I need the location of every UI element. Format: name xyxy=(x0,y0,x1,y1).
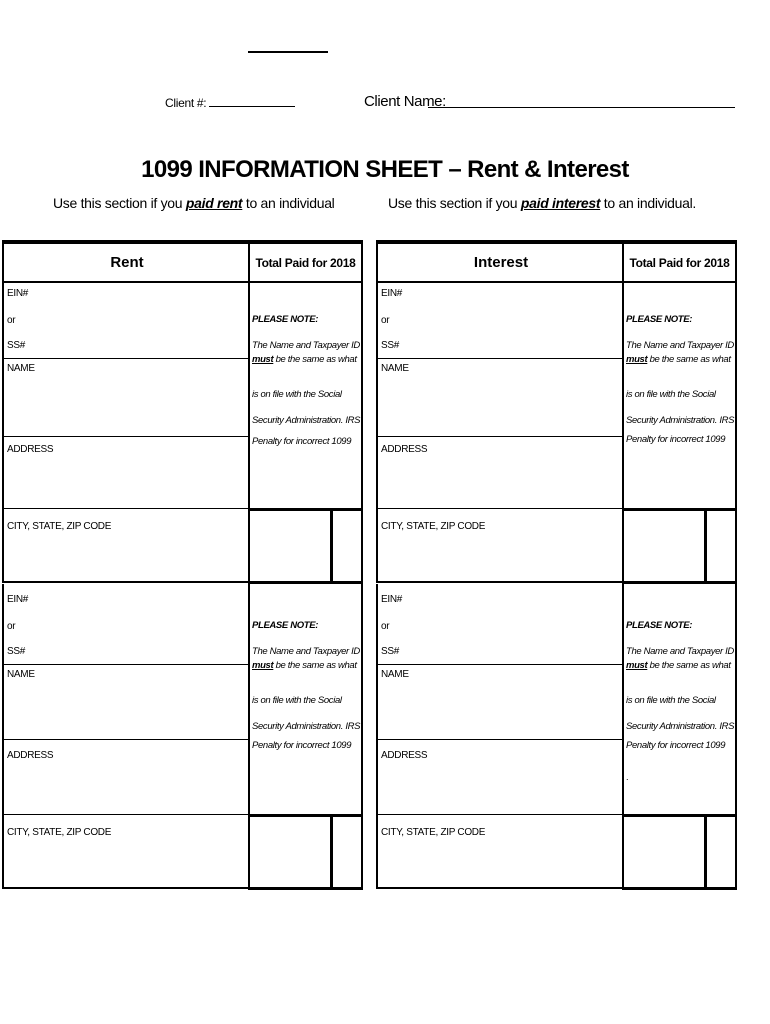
city-divider xyxy=(378,508,624,509)
total-cents-divider xyxy=(330,508,333,581)
note-line-4: Security Administration. IRS xyxy=(252,721,361,732)
note-line-5: Penalty for incorrect 1099 xyxy=(252,740,352,751)
interest-entry-1-total[interactable] xyxy=(622,278,737,584)
name-divider xyxy=(378,664,624,665)
rent-entry-2 xyxy=(2,584,363,887)
please-note-heading: PLEASE NOTE: xyxy=(626,620,693,631)
rent-entry-1-total[interactable] xyxy=(248,278,363,584)
rent-column-header: Rent xyxy=(2,244,250,281)
interest-header-row xyxy=(376,240,737,283)
ss-label: SS# xyxy=(7,340,26,351)
city-divider xyxy=(4,814,250,815)
city-state-zip-label: CITY, STATE, ZIP CODE xyxy=(7,521,112,532)
please-note-heading: PLEASE NOTE: xyxy=(252,620,319,631)
client-name-blank[interactable] xyxy=(428,107,735,108)
note-line-2: must be the same as what xyxy=(626,660,731,671)
note-line-2: must be the same as what xyxy=(626,354,731,365)
city-state-zip-label: CITY, STATE, ZIP CODE xyxy=(381,827,486,838)
total-cents-divider xyxy=(330,814,333,887)
note-line-1: The Name and Taxpayer ID xyxy=(252,646,360,657)
city-divider xyxy=(378,814,624,815)
client-number-label: Client #: xyxy=(165,96,207,110)
note-line-3: is on file with the Social xyxy=(252,695,342,706)
rent-instruction: Use this section if you paid rent to an individual xyxy=(53,195,335,211)
rent-total-header: Total Paid for 2018 xyxy=(248,244,363,281)
note-line-3: is on file with the Social xyxy=(626,695,716,706)
note-line-1: The Name and Taxpayer ID xyxy=(252,340,360,351)
total-divider xyxy=(250,814,361,817)
interest-total-header: Total Paid for 2018 xyxy=(622,244,737,281)
address-divider xyxy=(4,739,250,740)
interest-entry-1-payee[interactable] xyxy=(376,278,624,583)
name-divider xyxy=(4,358,250,359)
note-line-4: Security Administration. IRS xyxy=(626,721,735,732)
ein-label: EIN# xyxy=(381,288,403,299)
address-divider xyxy=(4,436,250,437)
ss-label: SS# xyxy=(381,646,400,657)
or-label: or xyxy=(7,315,16,326)
address-label: ADDRESS xyxy=(381,750,428,761)
note-line-1: The Name and Taxpayer ID xyxy=(626,646,734,657)
stray-dot: . xyxy=(626,772,629,782)
ein-label: EIN# xyxy=(7,288,29,299)
city-divider xyxy=(4,508,250,509)
or-label: or xyxy=(381,621,390,632)
name-divider xyxy=(378,358,624,359)
rent-entry-2-payee[interactable] xyxy=(2,584,250,889)
interest-panel xyxy=(376,240,737,892)
address-label: ADDRESS xyxy=(381,444,428,455)
note-line-5: Penalty for incorrect 1099 xyxy=(626,740,726,751)
note-line-4: Security Administration. IRS xyxy=(252,415,361,426)
address-divider xyxy=(378,739,624,740)
total-divider xyxy=(624,508,735,511)
top-rule xyxy=(248,51,328,53)
name-divider xyxy=(4,664,250,665)
city-state-zip-label: CITY, STATE, ZIP CODE xyxy=(381,521,486,532)
note-line-3: is on file with the Social xyxy=(252,389,342,400)
name-label: NAME xyxy=(7,669,35,680)
rent-header-row xyxy=(2,240,363,283)
page-title: 1099 INFORMATION SHEET – Rent & Interest xyxy=(141,156,629,183)
name-label: NAME xyxy=(381,669,409,680)
interest-column-header: Interest xyxy=(376,244,624,281)
ss-label: SS# xyxy=(7,646,26,657)
total-divider xyxy=(624,814,735,817)
interest-instruction: Use this section if you paid interest to an individual. xyxy=(388,195,696,211)
please-note-heading: PLEASE NOTE: xyxy=(252,314,319,325)
total-cents-divider xyxy=(704,814,707,887)
ss-label: SS# xyxy=(381,340,400,351)
please-note-heading: PLEASE NOTE: xyxy=(626,314,693,325)
or-label: or xyxy=(7,621,16,632)
name-label: NAME xyxy=(381,363,409,374)
client-name-label: Client Name: xyxy=(364,93,446,110)
interest-entry-2 xyxy=(376,584,737,887)
rent-entry-1-payee[interactable] xyxy=(2,278,250,583)
note-line-2: must be the same as what xyxy=(252,660,357,671)
note-line-3: is on file with the Social xyxy=(626,389,716,400)
rent-instruction-emphasis: paid rent xyxy=(185,195,243,211)
client-number-field[interactable] xyxy=(165,96,295,110)
address-label: ADDRESS xyxy=(7,750,54,761)
note-line-2: must be the same as what xyxy=(252,354,357,365)
note-line-5: Penalty for incorrect 1099 xyxy=(252,436,352,447)
total-cents-divider xyxy=(704,508,707,581)
note-line-5: Penalty for incorrect 1099 xyxy=(626,434,726,445)
interest-instruction-emphasis: paid interest xyxy=(520,195,601,211)
or-label: or xyxy=(381,315,390,326)
rent-panel xyxy=(2,240,363,892)
city-state-zip-label: CITY, STATE, ZIP CODE xyxy=(7,827,112,838)
ein-label: EIN# xyxy=(7,594,29,605)
note-line-4: Security Administration. IRS xyxy=(626,415,735,426)
interest-entry-2-payee[interactable] xyxy=(376,584,624,889)
total-divider xyxy=(250,508,361,511)
name-label: NAME xyxy=(7,363,35,374)
address-divider xyxy=(378,436,624,437)
interest-entry-2-total[interactable] xyxy=(622,584,737,890)
rent-entry-1 xyxy=(2,278,363,581)
ein-label: EIN# xyxy=(381,594,403,605)
client-number-blank[interactable] xyxy=(209,96,295,107)
address-label: ADDRESS xyxy=(7,444,54,455)
rent-entry-2-total[interactable] xyxy=(248,584,363,890)
note-line-1: The Name and Taxpayer ID xyxy=(626,340,734,351)
interest-entry-1 xyxy=(376,278,737,581)
